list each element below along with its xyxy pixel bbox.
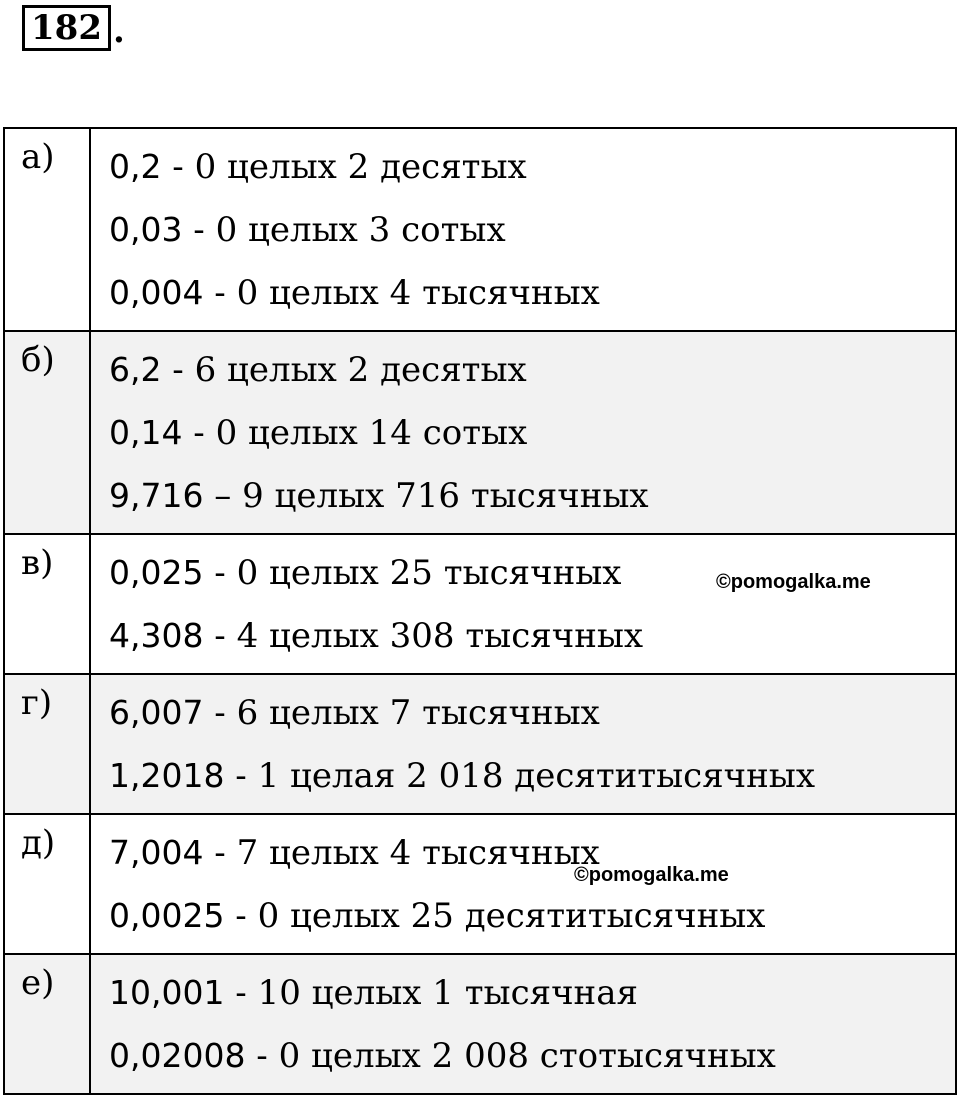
decimal-number: 1,2018 bbox=[109, 756, 225, 795]
decimal-number: 0,03 bbox=[109, 210, 183, 249]
decimal-reading: - 0 целых 3 сотых bbox=[182, 210, 506, 250]
row-label: б) bbox=[4, 331, 90, 534]
decimal-number: 9,716 bbox=[109, 476, 204, 515]
table-row bbox=[4, 954, 956, 1094]
decimal-reading: - 0 целых 25 тысячных bbox=[203, 553, 622, 593]
decimal-number: 6,2 bbox=[109, 350, 162, 389]
decimal-number: 7,004 bbox=[109, 833, 204, 872]
list-item bbox=[109, 884, 955, 947]
decimal-reading: - 7 целых 4 тысячных bbox=[203, 833, 600, 873]
row-content bbox=[90, 674, 956, 814]
problem-number bbox=[22, 5, 125, 51]
decimal-reading: - 0 целых 14 сотых bbox=[182, 413, 528, 453]
decimal-reading: - 1 целая 2 018 десятитысячных bbox=[224, 756, 816, 796]
list-item bbox=[109, 961, 955, 1024]
list-item bbox=[109, 135, 955, 198]
row-content bbox=[90, 954, 956, 1094]
row-content bbox=[90, 331, 956, 534]
decimal-number: 0,004 bbox=[109, 273, 204, 312]
decimal-number: 0,2 bbox=[109, 147, 162, 186]
decimal-reading: – 9 целых 716 тысячных bbox=[203, 476, 649, 516]
decimal-reading: - 0 целых 2 десятых bbox=[161, 147, 527, 187]
decimal-reading: - 6 целых 2 десятых bbox=[161, 350, 527, 390]
decimal-number: 4,308 bbox=[109, 616, 204, 655]
decimal-number: 10,001 bbox=[109, 973, 225, 1012]
decimal-number: 0,14 bbox=[109, 413, 183, 452]
problem-number-box: 182 bbox=[22, 5, 111, 51]
table-row bbox=[4, 128, 956, 331]
row-content bbox=[90, 128, 956, 331]
row-label: е) bbox=[4, 954, 90, 1094]
watermark: ©pomogalka.me bbox=[574, 864, 729, 886]
table-row bbox=[4, 534, 956, 674]
row-label: а) bbox=[4, 128, 90, 331]
row-label: г) bbox=[4, 674, 90, 814]
row-label: в) bbox=[4, 534, 90, 674]
table-row bbox=[4, 814, 956, 954]
row-label: д) bbox=[4, 814, 90, 954]
list-item bbox=[109, 464, 955, 527]
list-item bbox=[109, 821, 955, 884]
decimal-reading: - 4 целых 308 тысячных bbox=[203, 616, 644, 656]
watermark: ©pomogalka.me bbox=[716, 571, 871, 593]
list-item bbox=[109, 1024, 955, 1087]
list-item bbox=[109, 744, 955, 807]
list-item bbox=[109, 338, 955, 401]
decimal-number: 0,0025 bbox=[109, 896, 225, 935]
problem-number-dot: . bbox=[112, 11, 125, 51]
list-item bbox=[109, 604, 955, 667]
list-item bbox=[109, 681, 955, 744]
decimal-number: 0,025 bbox=[109, 553, 204, 592]
row-content bbox=[90, 534, 956, 674]
decimal-reading: - 6 целых 7 тысячных bbox=[203, 693, 600, 733]
decimal-reading: - 0 целых 2 008 стотысячных bbox=[245, 1036, 776, 1076]
answers-table bbox=[3, 127, 957, 1095]
table-row bbox=[4, 331, 956, 534]
decimal-number: 0,02008 bbox=[109, 1036, 246, 1075]
table-row bbox=[4, 674, 956, 814]
row-content bbox=[90, 814, 956, 954]
decimal-reading: - 10 целых 1 тысячная bbox=[224, 973, 638, 1013]
decimal-reading: - 0 целых 25 десятитысячных bbox=[224, 896, 766, 936]
decimal-reading: - 0 целых 4 тысячных bbox=[203, 273, 600, 313]
list-item bbox=[109, 198, 955, 261]
list-item bbox=[109, 261, 955, 324]
decimal-number: 6,007 bbox=[109, 693, 204, 732]
list-item bbox=[109, 401, 955, 464]
